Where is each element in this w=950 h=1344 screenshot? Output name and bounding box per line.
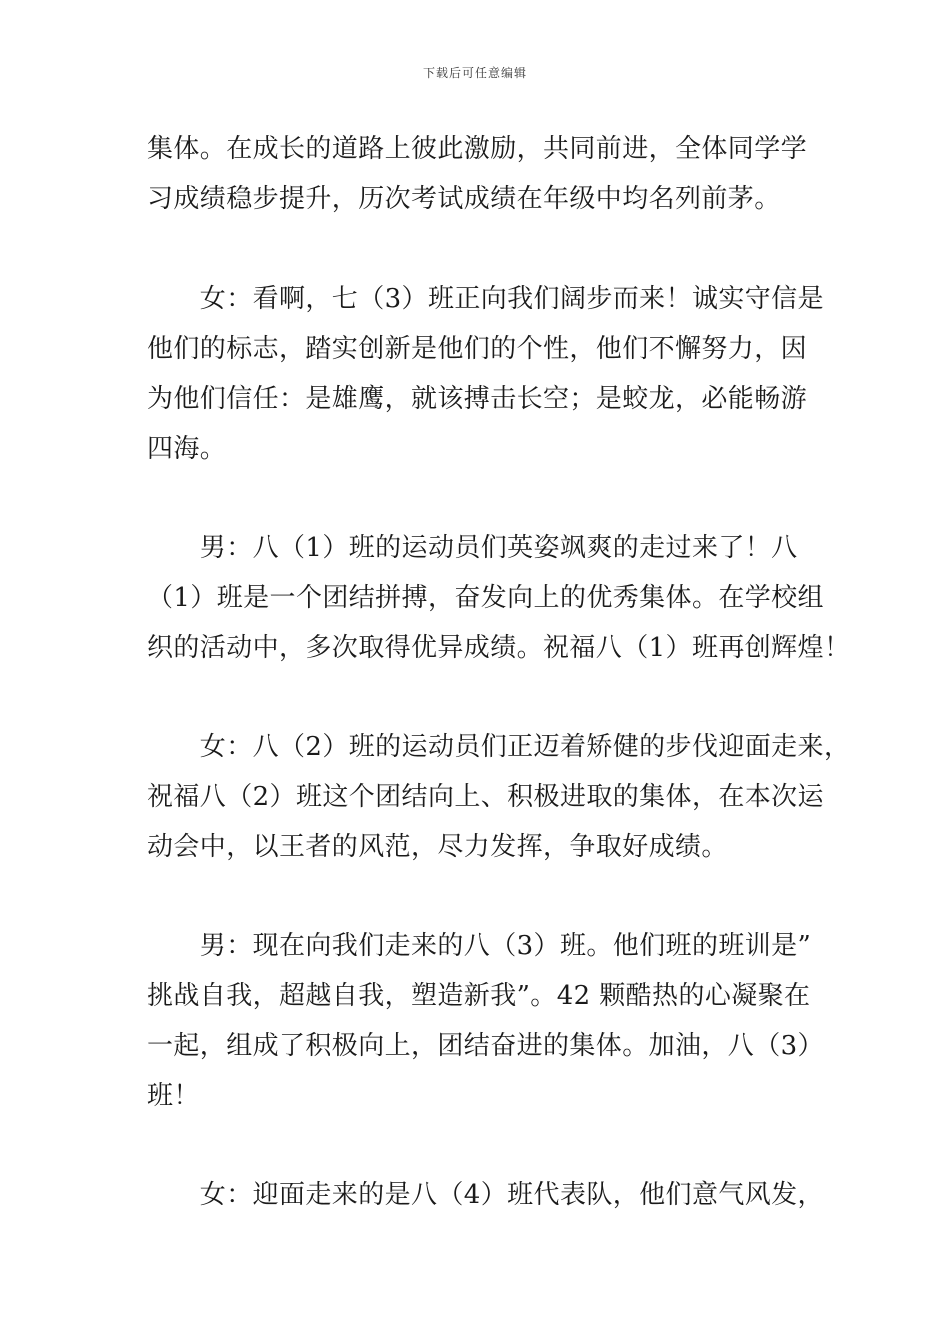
text-line: 织的活动中，多次取得优异成绩。祝福八（1）班再创辉煌！ — [147, 633, 851, 663]
text-line: 挑战自我，超越自我，塑造新我”。42 颗酷热的心凝聚在 — [147, 981, 811, 1011]
text-line: 女：看啊，七（3）班正向我们阔步而来！诚实守信是 — [147, 284, 824, 314]
text-line: 男：现在向我们走来的八（3）班。他们班的班训是” — [147, 931, 812, 961]
text-line: 女：迎面走来的是八（4）班代表队，他们意气风发， — [147, 1180, 824, 1210]
text-line: 习成绩稳步提升，历次考试成绩在年级中均名列前茅。 — [147, 184, 781, 214]
page-header: 下载后可任意编辑 — [422, 66, 527, 80]
text-line: 他们的标志，踏实创新是他们的个性，他们不懈努力，因 — [147, 334, 808, 364]
text-line: 祝福八（2）班这个团结向上、积极进取的集体，在本次运 — [147, 782, 824, 812]
text-line: 动会中，以王者的风范，尽力发挥，争取好成绩。 — [147, 832, 728, 862]
text-line: 为他们信任：是雄鹰，就该搏击长空；是蛟龙，必能畅游 — [147, 384, 808, 414]
text-line: 男：八（1）班的运动员们英姿飒爽的走过来了！八 — [147, 533, 798, 563]
text-line: 四海。 — [147, 434, 227, 464]
text-line: 集体。在成长的道路上彼此激励，共同前进，全体同学学 — [147, 134, 808, 164]
text-line: （1）班是一个团结拼搏，奋发向上的优秀集体。在学校组 — [147, 583, 824, 613]
text-line: 女：八（2）班的运动员们正迈着矫健的步伐迎面走来， — [147, 732, 851, 762]
text-line: 一起，组成了积极向上，团结奋进的集体。加油，八（3） — [147, 1031, 824, 1061]
text-line: 班！ — [147, 1081, 200, 1111]
